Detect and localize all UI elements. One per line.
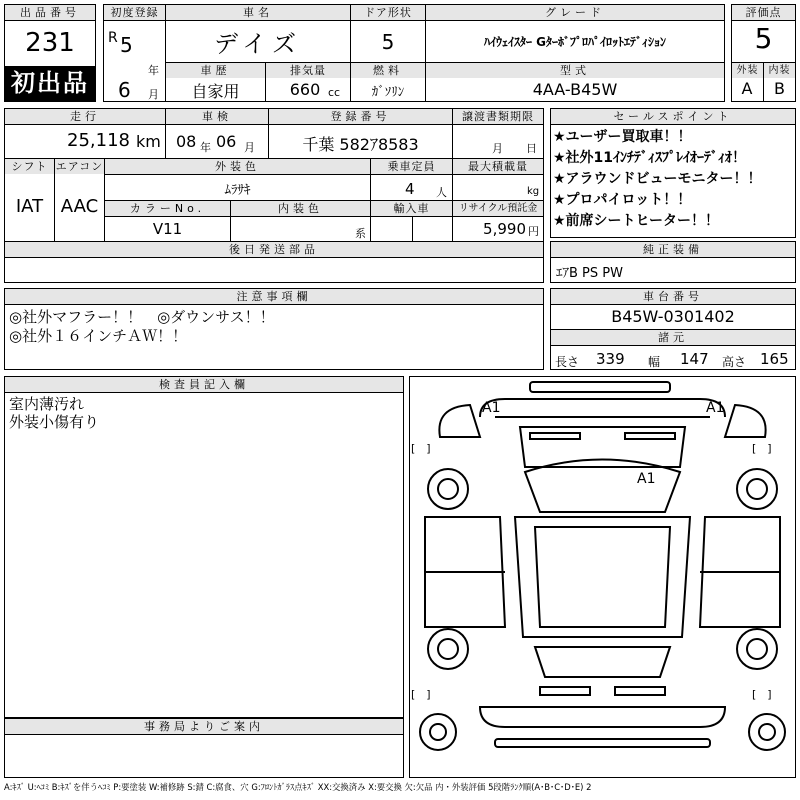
car-name-label: 車名 [166, 5, 350, 20]
transfer-label: 譲渡書類期限 [453, 109, 543, 124]
height-label: 高さ [722, 355, 747, 369]
shift-label: シフト [5, 159, 54, 174]
first-reg-year-unit: 年 [148, 64, 159, 77]
history-value: 自家用 [191, 82, 240, 101]
inspection-year-unit: 年 [200, 141, 211, 154]
notes-label: 注意事項欄 [5, 289, 543, 304]
recycle-value: 5,990 [483, 220, 526, 238]
length-value: 339 [596, 350, 625, 368]
equipment-value: ｴｱB PS PW [556, 266, 623, 281]
first-reg-month: 6 [118, 78, 131, 102]
sales-label: セールスポイント [551, 109, 795, 124]
inspector-line: 外装小傷有り [9, 413, 100, 431]
exterior-label: 外装 [732, 63, 763, 78]
fuel-value: ｶﾞｿﾘﾝ [371, 85, 405, 100]
fuel-label: 燃料 [351, 63, 425, 78]
import-label: 輸入車 [371, 201, 452, 216]
sales-points-list [553, 127, 795, 232]
displacement-unit: cc [328, 86, 341, 99]
bracket-right-bottom: [ ] [752, 688, 772, 701]
inspection-year: 08 [176, 132, 197, 151]
first-reg-year: 5 [120, 33, 133, 57]
lot-number: 231 [25, 28, 75, 58]
color-value: ﾑﾗｻｷ [224, 183, 251, 198]
later-parts-label: 後日発送部品 [5, 242, 543, 257]
note-line: ◎社外マフラー！！ ◎ダウンサス！！ [9, 308, 275, 326]
sales-point: ★社外11ｲﾝﾁﾃﾞｨｽﾌﾟﾚｲｵｰﾃﾞｨｵ！ [553, 150, 747, 166]
interior-label: 内装 [764, 63, 795, 78]
interior-color-suffix: 系 [355, 227, 366, 240]
exterior-grade: A [741, 79, 753, 98]
color-label: 外装色 [105, 159, 370, 174]
recycle-label: リサイクル預託金 [453, 201, 543, 216]
chassis-label: 車台番号 [551, 289, 795, 304]
interior-color-label: 内装色 [231, 201, 370, 216]
transfer-day-unit: 日 [526, 142, 537, 155]
load-label: 最大積載量 [453, 159, 543, 174]
mileage-unit: km [136, 132, 161, 151]
width-value: 147 [680, 350, 709, 368]
car-name: デイズ [213, 30, 303, 58]
interior-grade: B [774, 79, 785, 98]
sales-point: ★前席シートヒーター！！ [553, 213, 719, 229]
color-no-label: カラーNo. [105, 201, 230, 216]
history-label: 車歴 [166, 63, 265, 78]
vehicle-diagram [410, 377, 795, 777]
load-unit: kg [527, 186, 540, 197]
first-reg-month-unit: 月 [148, 88, 159, 101]
sales-point: ★ユーザー買取車！！ [553, 129, 692, 145]
model-value: 4AA-B45W [532, 80, 618, 99]
door-label: ドア形状 [351, 5, 425, 20]
plate-value: 千葉 582ｱ8583 [302, 135, 419, 154]
score-label: 評価点 [732, 5, 795, 20]
ac-value: AAC [60, 196, 99, 217]
door-value: 5 [381, 30, 395, 54]
inspector-line: 室内薄汚れ [9, 395, 85, 413]
plate-label: 登録番号 [269, 109, 452, 124]
grade-value: ﾊｲｳｪｲｽﾀｰ Gﾀｰﾎﾞﾌﾟﾛﾊﾟｲﾛｯﾄｴﾃﾞｨｼｮﾝ [483, 35, 667, 49]
capacity-value: 4 [405, 180, 415, 198]
shift-value: IAT [15, 196, 44, 217]
sales-point: ★アラウンドビューモニター！！ [553, 171, 762, 187]
model-label: 型式 [426, 63, 724, 78]
height-value: 165 [760, 350, 789, 368]
recycle-unit: 円 [528, 225, 539, 238]
damage-mark-front-left: A1 [482, 400, 501, 416]
inspection-label: 車検 [166, 109, 268, 124]
displacement-label: 排気量 [266, 63, 350, 78]
first-listing-badge [5, 66, 95, 101]
chassis-number: B45W-0301402 [611, 307, 735, 326]
score-value: 5 [754, 22, 773, 55]
displacement-value: 660 [289, 80, 321, 99]
lot-label: 出品番号 [5, 5, 95, 20]
bracket-left-bottom: [ ] [411, 688, 431, 701]
specs-label: 諸元 [551, 330, 795, 345]
damage-mark-front-right: A1 [706, 400, 725, 416]
mileage-value: 25,118 [67, 130, 130, 151]
length-label: 長さ [555, 355, 580, 369]
color-no-value: V11 [152, 220, 183, 238]
capacity-unit: 人 [436, 186, 447, 199]
inspection-month-unit: 月 [244, 141, 255, 154]
sales-point: ★プロパイロット！！ [553, 192, 692, 208]
first-reg-label: 初度登録 [104, 5, 165, 20]
notes-list [9, 308, 275, 346]
inspector-label: 検査員記入欄 [5, 377, 403, 392]
ac-label: エアコン [55, 160, 104, 173]
damage-mark-roof: A1 [637, 471, 656, 487]
equipment-label: 純正装備 [551, 242, 795, 257]
transfer-month-unit: 月 [492, 142, 503, 155]
office-label: 事務局よりご案内 [5, 719, 403, 734]
first-reg-era: R [108, 30, 118, 46]
capacity-label: 乗車定員 [371, 159, 452, 174]
bracket-right-top: [ ] [752, 442, 772, 455]
bracket-left-top: [ ] [411, 442, 431, 455]
inspector-notes [9, 395, 99, 431]
first-listing-text: 初出品 [11, 69, 89, 97]
inspection-month: 06 [216, 132, 237, 151]
width-label: 幅 [648, 355, 661, 369]
note-line: ◎社外１６インチＡＷ！！ [9, 327, 188, 345]
legend-text: A:ｷｽﾞ U:ﾍｺﾐ B:ｷｽﾞを伴うﾍｺﾐ P:要塗装 W:補修跡 S:錆 C:腐食、穴 G:ﾌﾛﾝﾄｶﾞﾗｽ点ｷｽﾞ XX:交換済み X:要交換 欠:欠品 内・外装評価 5段階ﾗﾝｸ順(A･B･C･D･E) 2 [4, 782, 592, 792]
mileage-label: 走行 [5, 109, 165, 124]
grade-label: グレード [426, 5, 724, 20]
